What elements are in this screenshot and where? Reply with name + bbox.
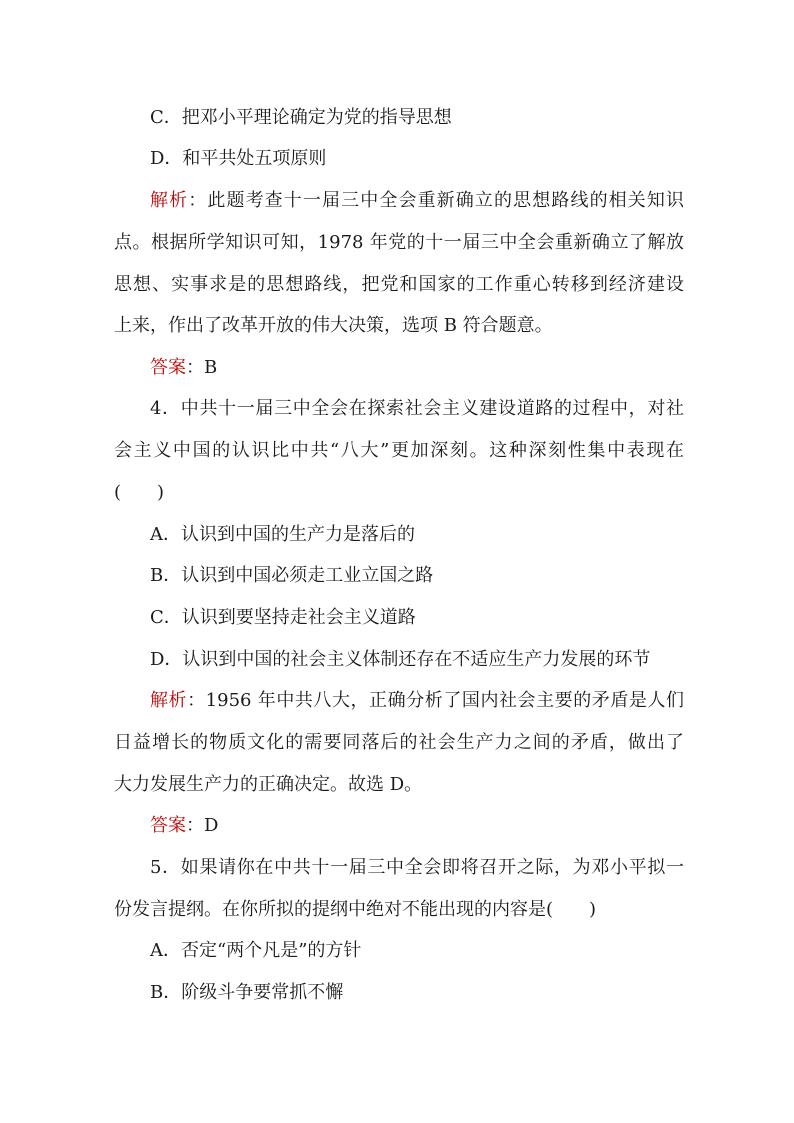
q5-option-b: B．阶级斗争要常抓不懈: [150, 982, 344, 1003]
q5-stem-line-2: 份发言提纲。在你所拟的提纲中绝对不能出现的内容是( ): [114, 899, 597, 920]
q5-option-a: A．否定“两个凡是”的方针: [150, 940, 362, 961]
q4-analysis-line-1: [150, 689, 684, 713]
q3-answer: [150, 356, 217, 380]
answer-value: ：D: [186, 815, 219, 836]
q4-analysis-line-2: 日益增长的物质文化的需要同落后的社会生产力之间的矛盾，做出了: [114, 732, 684, 753]
q4-option-c: C．认识到要坚持走社会主义道路: [150, 607, 416, 628]
q3-option-c: C．把邓小平理论确定为党的指导思想: [150, 107, 452, 128]
q5-stem-line-1: 5．如果请你在中共十一届三中全会即将召开之际，为邓小平拟一: [150, 857, 684, 878]
q4-answer: [150, 814, 218, 838]
q4-stem-line-2: 会主义中国的认识比中共“八大”更加深刻。这种深刻性集中表现在: [114, 440, 684, 461]
q3-analysis-line-2: 点。根据所学知识可知，1978 年党的十一届三中全会重新确立了解放: [114, 232, 684, 253]
answer-label: 答案: [150, 815, 186, 836]
answer-value: ：B: [186, 357, 218, 378]
q4-option-a: A．认识到中国的生产力是落后的: [150, 524, 415, 545]
analysis-text: ：此题考查十一届三中全会重新确立的思想路线的相关知识: [188, 190, 685, 211]
analysis-label: 解析: [150, 190, 189, 211]
q4-analysis-line-3: 大力发展生产力的正确决定。故选 D。: [114, 774, 423, 795]
analysis-text: ：1956 年中共八大，正确分析了国内社会主要的矛盾是人们: [187, 690, 685, 711]
q4-option-d: D．认识到中国的社会主义体制还存在不适应生产力发展的环节: [150, 649, 651, 670]
answer-label: 答案: [150, 357, 186, 378]
q4-option-b: B．认识到中国必须走工业立国之路: [150, 565, 434, 586]
q4-answer-blank: ( ): [114, 482, 165, 503]
q4-stem-line-1: 4．中共十一届三中全会在探索社会主义建设道路的过程中，对社: [150, 398, 684, 419]
analysis-label: 解析: [150, 690, 188, 711]
q3-analysis-line-1: [150, 189, 684, 213]
q3-analysis-line-3: 思想、实事求是的思想路线，把党和国家的工作重心转移到经济建设: [114, 274, 684, 295]
q3-option-d: D．和平共处五项原则: [150, 148, 327, 169]
q3-analysis-line-4: 上来，作出了改革开放的伟大决策，选项 B 符合题意。: [114, 315, 553, 336]
